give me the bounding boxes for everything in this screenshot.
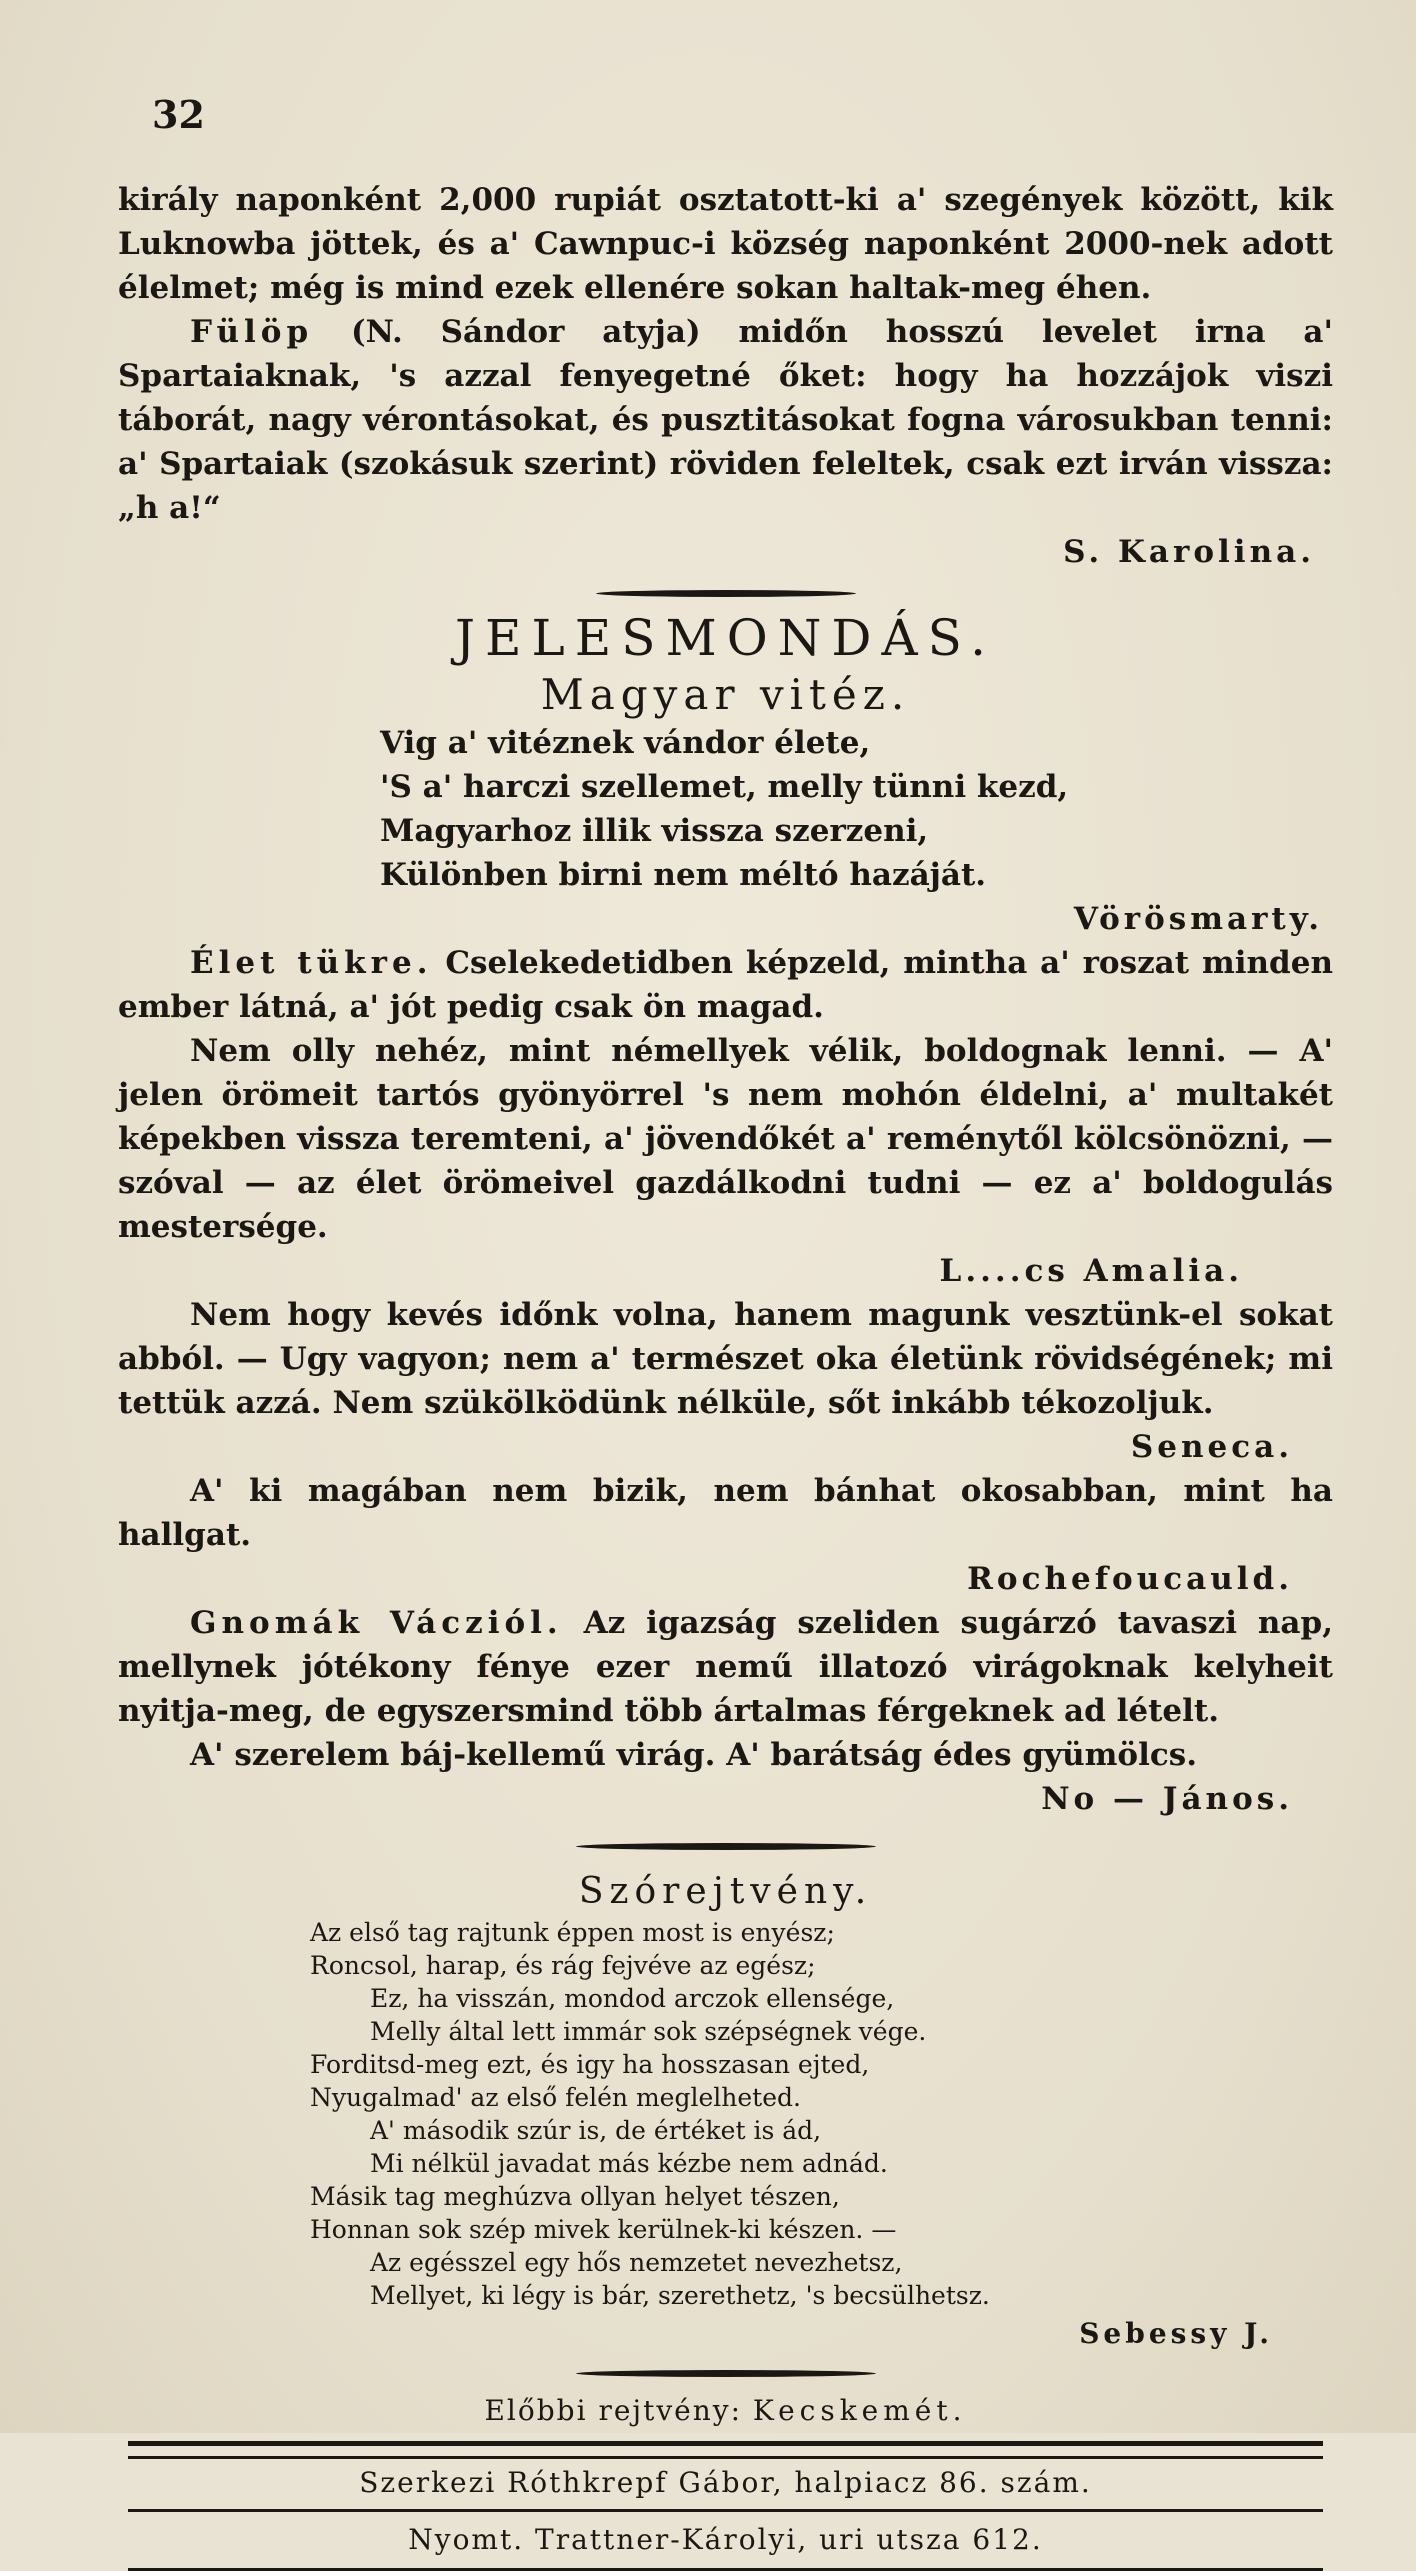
poem-line: Magyarhoz illik vissza szerzeni,	[380, 813, 929, 849]
saying-elet-tukre	[118, 941, 1333, 1029]
anecdote-name: Fülöp	[190, 314, 314, 350]
saying-text: Cselekedetidben képzeld, mintha a' roszat minden ember látná, a' jót pedig csak ön magad.	[118, 945, 1333, 1025]
saying-boldogulas: Nem olly nehéz, mint némellyek vélik, boldognak lenni. — A' jelen örömeit tartós gyönyörrel 's nem mohón éldelni, a' multakét képekben vissza teremteni, a' jövendőkét a' reménytől kölcsönözni, — szóval — az élet örömeivel gazdálkodni tudni — ez a' boldogulás mestersége.	[118, 1033, 1333, 1245]
riddle-line: Ez, ha visszán, mondod arczok ellensége,	[370, 1984, 895, 2013]
riddle-line: Az egésszel egy hős nemzetet nevezhetsz,	[370, 2248, 903, 2277]
intro-paragraph: király naponként 2,000 rupiát osztatott-ki a' szegények között, kik Luknowba jöttek, és a' Cawnpuc-i község naponként 2000-nek adott élelmet; még is mind ezek ellenére sokan haltak-meg éhen.	[118, 182, 1333, 306]
main-column	[118, 178, 1333, 2571]
gnomak-second: A' szerelem báj-kellemű virág. A' barátság édes gyümölcs.	[190, 1737, 1198, 1773]
page-number: 32	[152, 92, 205, 137]
riddle-poem	[118, 1916, 1333, 2312]
poem	[118, 721, 1333, 897]
footer-double-rule	[128, 2441, 1323, 2459]
riddle-line: Mi nélkül javadat más kézbe nem adnád.	[370, 2149, 888, 2178]
riddle-line: A' második szúr is, de értéket is ád,	[370, 2116, 822, 2145]
riddle-line: Másik tag meghúzva ollyan helyet tészen,	[310, 2182, 840, 2211]
riddle-line: Honnan sok szép mivek kerülnek-ki készen. —	[310, 2215, 897, 2244]
gnomak-text: Az igazság szeliden sugárzó tavaszi nap, mellynek jótékony fénye ezer nemű illatozó virágoknak kelyheit nyitja-meg, de egyszersmind több ártalmas férgeknek ad lételt.	[118, 1605, 1333, 1729]
divider	[596, 590, 856, 597]
signature-sebessy: Sebessy J.	[1079, 2317, 1273, 2350]
anecdote-paragraph	[118, 310, 1333, 530]
poem-line: Vig a' vitéznek vándor élete,	[380, 725, 871, 761]
divider	[576, 1843, 876, 1850]
signature-seneca: Seneca.	[1130, 1429, 1293, 1465]
signature-rochefoucauld: Rochefoucauld.	[967, 1561, 1293, 1597]
signature-karolina: S. Karolina.	[1063, 534, 1315, 570]
previous-riddle-label: Előbbi rejtvény:	[484, 2394, 753, 2427]
poem-line: Különben birni nem méltó hazáját.	[380, 857, 987, 893]
divider	[576, 2370, 876, 2377]
riddle-line: Roncsol, harap, és rág fejvéve az egész;	[310, 1951, 816, 1980]
saying-lead: Élet tükre.	[190, 945, 433, 981]
footer-editor: Szerkezi Róthkrepf Gábor, halpiacz 86. szám.	[359, 2466, 1092, 2499]
gnomak-lead: Gnomák Vácziól.	[190, 1605, 563, 1641]
footer-rule	[128, 2509, 1323, 2512]
riddle-line: Az első tag rajtunk éppen most is enyész;	[310, 1918, 835, 1947]
saying-rochefoucauld: A' ki magában nem bizik, nem bánhat okosabban, mint ha hallgat.	[118, 1473, 1333, 1553]
saying-seneca: Nem hogy kevés időnk volna, hanem magunk vesztünk-el sokat abból. — Ugy vagyon; nem a' természet oka életünk rövidségének; mi tettük azzá. Nem szükölködünk nélküle, sőt inkább tékozoljuk.	[118, 1297, 1333, 1421]
gnomak-paragraph	[118, 1601, 1333, 1733]
previous-riddle	[118, 2391, 1333, 2431]
poem-line: 'S a' harczi szellemet, melly tünni kezd,	[380, 769, 1069, 805]
signature-no-janos: No — János.	[1041, 1781, 1293, 1817]
section-title: JELESMONDÁS.	[455, 609, 996, 667]
signature-amalia: L....cs Amalia.	[939, 1253, 1243, 1289]
anecdote-text: (N. Sándor atyja) midőn hosszú levelet irna a' Spartaiaknak, 's azzal fenyegetné őket: hogy ha hozzájok viszi táborát, nagy vérontásokat, és pusztitásokat fogna városukban tenni: a' Spartaiak (szokásuk szerint) röviden feleltek, csak ezt irván vissza: „h a!“	[118, 314, 1333, 526]
riddle-line: Melly által lett immár sok szépségnek vége.	[370, 2017, 927, 2046]
signature-vorosmarty: Vörösmarty.	[1073, 901, 1323, 937]
riddle-line: Nyugalmad' az első felén meglelheted.	[310, 2083, 801, 2112]
riddle-line: Forditsd-meg ezt, és igy ha hosszasan ejted,	[310, 2050, 870, 2079]
footer-printer: Nyomt. Trattner-Károlyi, uri utsza 612.	[408, 2523, 1043, 2556]
poem-title: Magyar vitéz.	[540, 670, 911, 719]
riddle-title: Szórejtvény.	[578, 1871, 873, 1912]
riddle-line: Mellyet, ki légy is bár, szerethetz, 's becsülhetsz.	[370, 2281, 990, 2310]
previous-riddle-answer: Kecskemét.	[752, 2394, 967, 2427]
